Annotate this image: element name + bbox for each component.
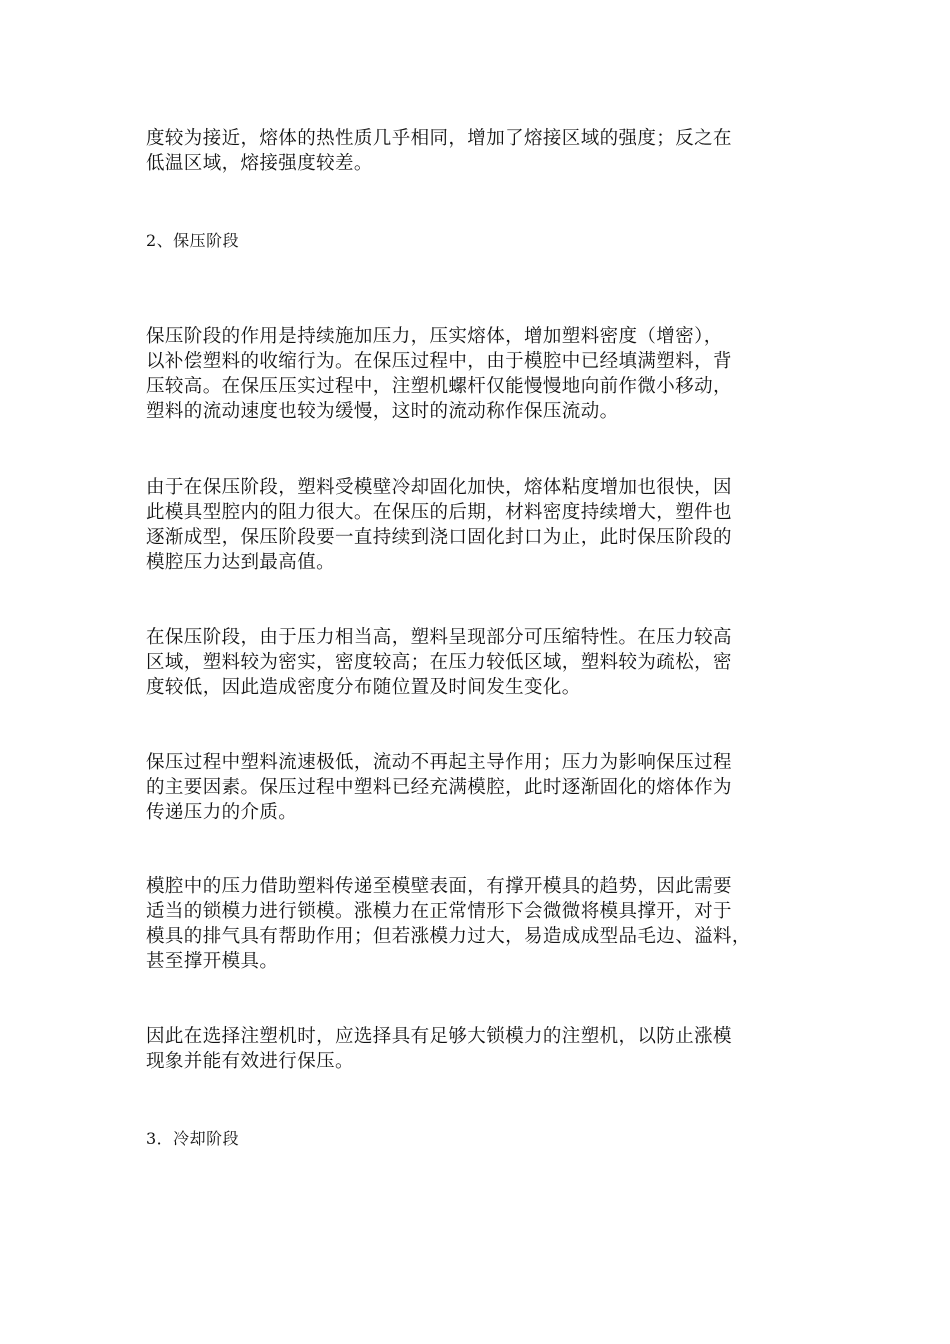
paragraph-clamp-force: 模腔中的压力借助塑料传递至模壁表面，有撑开模具的趋势，因此需要 适当的锁模力进行锁模。涨模力在正常情形下会微微将模具撑开，对于 模具的排气具有帮助作用；但若涨模力过大，易造成成型品毛边、溢料， 甚至撑开模具。 — [146, 876, 751, 972]
heading-packing-stage: 2、保压阶段 — [146, 231, 240, 250]
paragraph-packing-purpose: 保压阶段的作用是持续施加压力，压实熔体，增加塑料密度（增密）， 以补偿塑料的收缩行为。在保压过程中，由于模腔中已经填满塑料，背 压较高。在保压压实过程中，注塑机螺杆仅能慢慢地向前作微小移动， 塑料的流动速度也较为缓慢，这时的流动称作保压流动。 — [146, 326, 732, 422]
paragraph-packing-pressure: 保压过程中塑料流速极低，流动不再起主导作用；压力为影响保压过程 的主要因素。保压过程中塑料已经充满模腔，此时逐渐固化的熔体作为 传递压力的介质。 — [146, 752, 732, 823]
paragraph-packing-resistance: 由于在保压阶段，塑料受模壁冷却固化加快，熔体粘度增加也很快，因 此模具型腔内的阻力很大。在保压的后期，材料密度持续增大，塑件也 逐渐成型，保压阶段要一直持续到浇口固化封口为止，此时保压阶段的 模腔压力达到最高值。 — [146, 477, 732, 573]
paragraph-weld-strength: 度较为接近，熔体的热性质几乎相同，增加了熔接区域的强度；反之在 低温区域，熔接强度较差。 — [146, 128, 732, 174]
heading-cooling-stage: 3．冷却阶段 — [146, 1129, 240, 1148]
paragraph-packing-compressibility: 在保压阶段，由于压力相当高，塑料呈现部分可压缩特性。在压力较高 区域，塑料较为密实，密度较高；在压力较低区域，塑料较为疏松，密 度较低，因此造成密度分布随位置及时间发生变化。 — [146, 627, 732, 698]
paragraph-machine-selection: 因此在选择注塑机时，应选择具有足够大锁模力的注塑机，以防止涨模 现象并能有效进行保压。 — [146, 1026, 732, 1072]
